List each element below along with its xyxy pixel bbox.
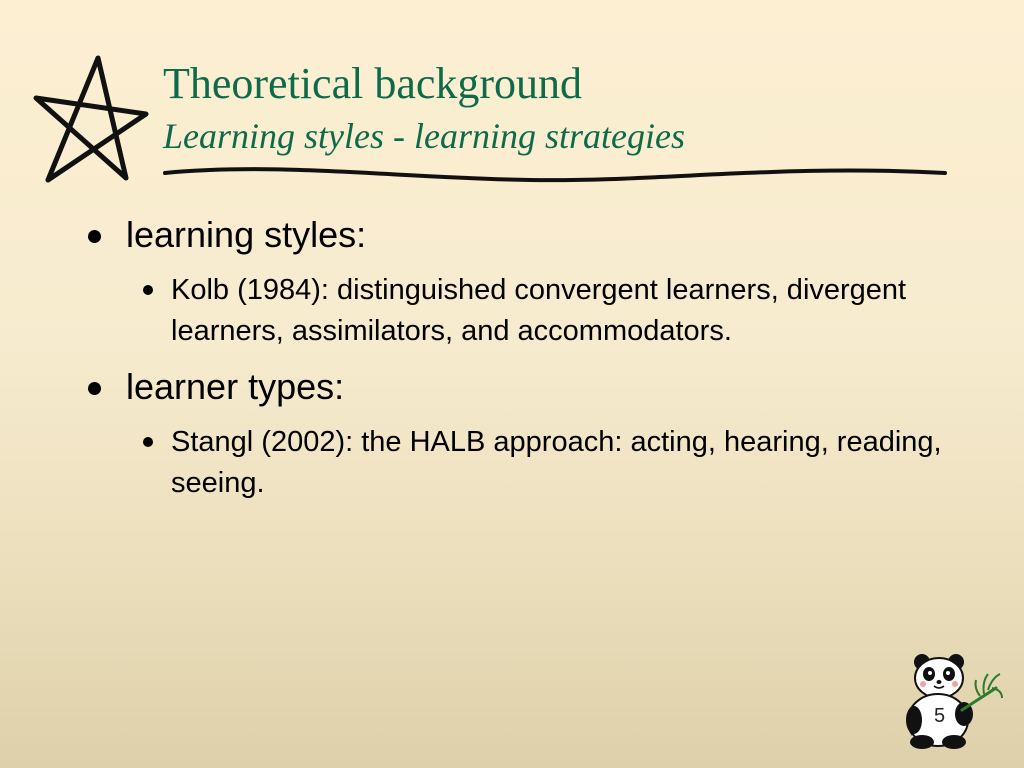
sub-bullet-text: Stangl (2002): the HALB approach: acting, hearing, reading, seeing.	[171, 426, 942, 499]
panda-mascot-icon	[896, 650, 1004, 750]
bullet-dot	[88, 230, 101, 243]
bullet-dot	[143, 437, 153, 447]
bullet-label: learning styles:	[126, 214, 367, 255]
bullet-item	[88, 364, 968, 410]
bullet-item	[88, 212, 968, 258]
slide-number: 5	[934, 705, 946, 727]
title-underline	[160, 158, 950, 188]
sub-bullet-text: Kolb (1984): distinguished convergent learners, divergent learners, assimilators, and accommodators.	[171, 274, 907, 347]
sub-bullet-item	[133, 270, 968, 352]
bullet-label: learner types:	[126, 366, 345, 407]
slide-title: Theoretical background	[163, 59, 583, 108]
hand-drawn-star-icon	[28, 50, 152, 186]
bullet-list	[88, 212, 968, 504]
bullet-dot	[143, 285, 153, 295]
bullet-dot	[88, 382, 101, 395]
slide-subtitle: Learning styles - learning strategies	[163, 116, 685, 156]
sub-bullet-item	[133, 422, 968, 504]
